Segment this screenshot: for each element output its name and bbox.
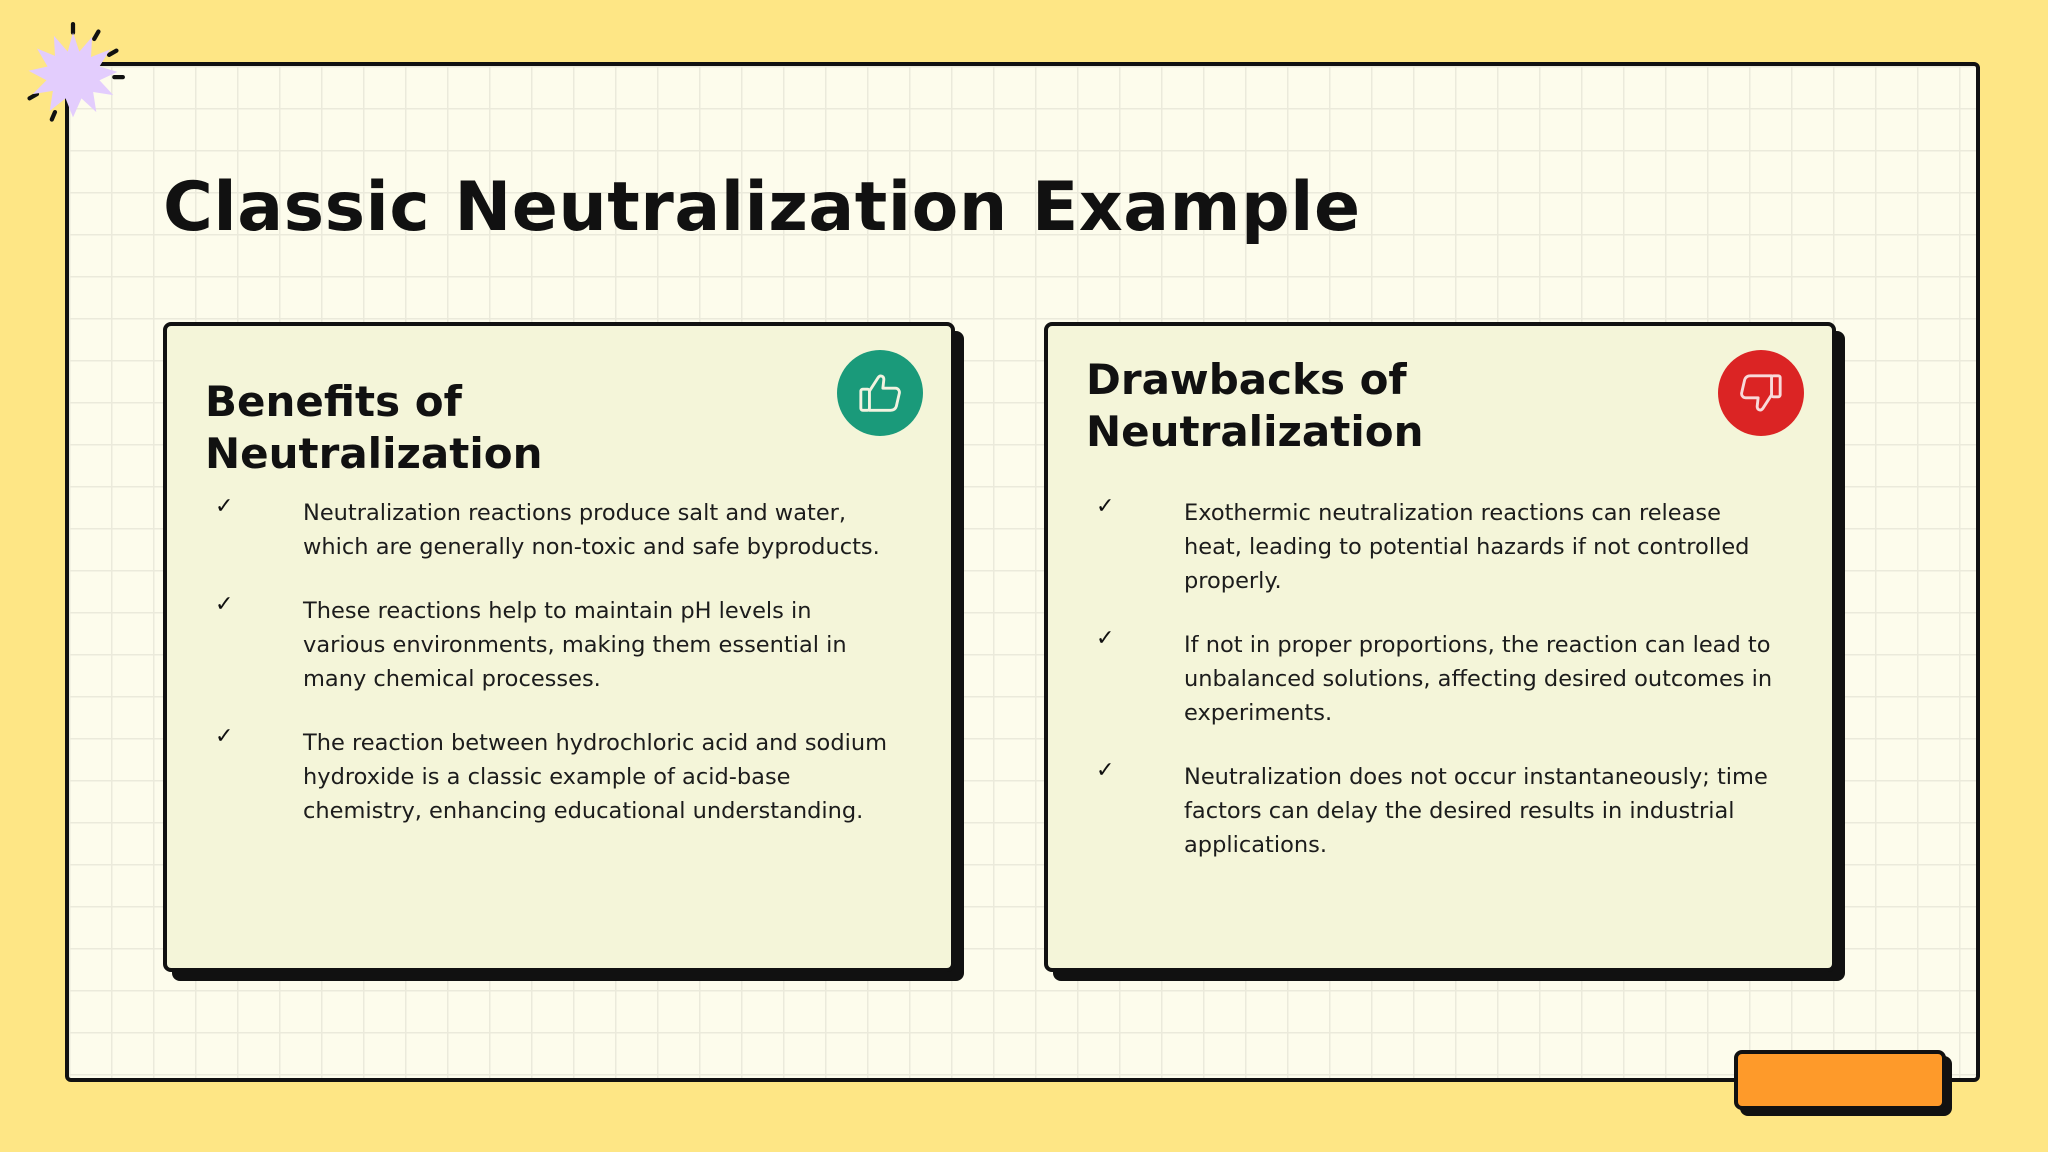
drawbacks-card-title: Drawbacks of Neutralization <box>1086 355 1424 456</box>
checkmark-icon: ✓ <box>215 724 234 749</box>
checkmark-icon: ✓ <box>1096 758 1115 783</box>
list-item-text: Exothermic neutralization reactions can release heat, leading to potential hazards if not controlled properly. <box>1184 500 1750 594</box>
thumbs-up-icon <box>857 370 903 416</box>
list-item <box>215 726 901 828</box>
list-item <box>215 496 901 564</box>
list-item <box>1096 628 1782 730</box>
footer-tab <box>1734 1050 1946 1110</box>
list-item-text: These reactions help to maintain pH levels in various environments, making them essential in many chemical processes. <box>303 598 847 692</box>
starburst-icon <box>20 22 126 128</box>
checkmark-icon: ✓ <box>1096 494 1115 519</box>
checkmark-icon: ✓ <box>1096 626 1115 651</box>
list-item <box>1096 760 1782 862</box>
benefits-card <box>163 322 955 972</box>
list-item <box>215 594 901 696</box>
drawbacks-card <box>1044 322 1836 972</box>
checkmark-icon: ✓ <box>215 592 234 617</box>
list-item-text: Neutralization reactions produce salt and water, which are generally non-toxic and safe byproducts. <box>303 500 880 560</box>
thumbs-down-badge <box>1718 350 1804 436</box>
list-item-text: Neutralization does not occur instantaneously; time factors can delay the desired results in industrial applications. <box>1184 764 1768 858</box>
drawbacks-list <box>1096 496 1782 892</box>
benefits-card-title: Benefits of Neutralization <box>205 377 543 478</box>
list-item-text: If not in proper proportions, the reaction can lead to unbalanced solutions, affecting desired outcomes in experiments. <box>1184 632 1773 726</box>
checkmark-icon: ✓ <box>215 494 234 519</box>
page-title: Classic Neutralization Example <box>163 168 1361 247</box>
benefits-list <box>215 496 901 858</box>
list-item-text: The reaction between hydrochloric acid and sodium hydroxide is a classic example of acid-base chemistry, enhancing educational understanding. <box>303 730 888 824</box>
thumbs-up-badge <box>837 350 923 436</box>
thumbs-down-icon <box>1738 370 1784 416</box>
list-item <box>1096 496 1782 598</box>
